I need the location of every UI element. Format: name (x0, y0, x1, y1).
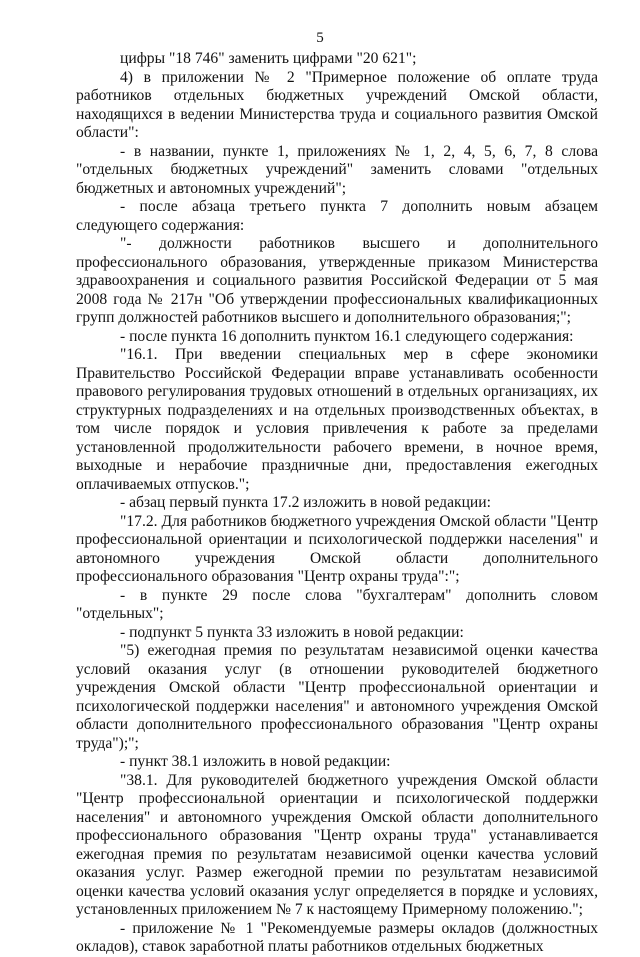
paragraph: - после абзаца третьего пункта 7 дополнить новым абзацем следующего содержания: (76, 198, 598, 234)
paragraph: - пункт 38.1 изложить в новой редакции: (120, 753, 391, 770)
paragraph: "17.2. Для работников бюджетного учреждения Омской области "Центр профессиональной ориентации и психологической поддержки населения" и автономного учреждения Омской области дополнительного профессионального образования "Центр охраны труда":"; (76, 512, 598, 585)
paragraph: "- должности работников высшего и дополнительного профессионального образования, утвержденные приказом Министерства здравоохранения и социального развития Российской Федерации от 5 мая 2008 года № 217н "Об утверждении профессиональных квалификационных групп должностей работников высшего и дополнительного образования;"; (76, 235, 598, 326)
paragraph: - абзац первый пункта 17.2 изложить в новой редакции: (120, 494, 491, 511)
paragraph: цифры "18 746" заменить цифрами "20 621"; (120, 50, 417, 67)
paragraph: - приложение № 1 "Рекомендуемые размеры окладов (должностных окладов), ставок заработной платы работников отдельных бюджетных (76, 919, 598, 955)
paragraph: "38.1. Для руководителей бюджетного учреждения Омской области "Центр профессиональной ориентации и психологической поддержки населения" и автономного учреждения Омской области дополнительного профессионального образования "Центр охраны труда" устанавливается ежегодная премия по результатам независимой оценки качества условий оказания услуг. Размер ежегодной премии по результатам независимой оценки качества условий оказания услуг определяется в порядке и условиях, установленных приложением № 7 к настоящему Примерному положению."; (76, 771, 598, 918)
document-body (76, 50, 598, 957)
paragraph: - в названии, пункте 1, приложениях № 1, 2, 4, 5, 6, 7, 8 слова "отдельных бюджетных учреждений" заменить словами "отдельных бюджетных и автономных учреждений"; (76, 142, 598, 197)
page-number: 5 (316, 30, 324, 46)
paragraph: - в пункте 29 после слова "бухгалтерам" дополнить словом "отдельных"; (76, 586, 598, 622)
paragraph: 4) в приложении № 2 "Примерное положение об оплате труда работников отдельных бюджетных учреждений Омской области, находящихся в ведении Министерства труда и социального развития Омской области": (76, 68, 598, 141)
paragraph: - после пункта 16 дополнить пунктом 16.1 следующего содержания: (120, 327, 574, 345)
paragraph: "16.1. При введении специальных мер в сфере экономики Правительство Российской Федерации вправе устанавливать особенности правового регулирования трудовых отношений в отдельных организациях, их структурных подразделениях и на отдельных производственных объектах, в том числе порядок и условия привлечения к работе за пределами установленной продолжительности рабочего времени, в ночное время, выходные и нерабочие праздничные дни, предоставления ежегодных оплачиваемых отпусков."; (76, 346, 598, 493)
paragraph: - подпункт 5 пункта 33 изложить в новой редакции: (120, 623, 464, 641)
paragraph: "5) ежегодная премия по результатам независимой оценки качества условий оказания услуг (в отношении руководителей бюджетного учреждения Омской области "Центр профессиональной ориентации и психологической поддержки населения" и автономного учреждения Омской области дополнительного профессионального образования "Центр охраны труда");"; (76, 642, 598, 752)
